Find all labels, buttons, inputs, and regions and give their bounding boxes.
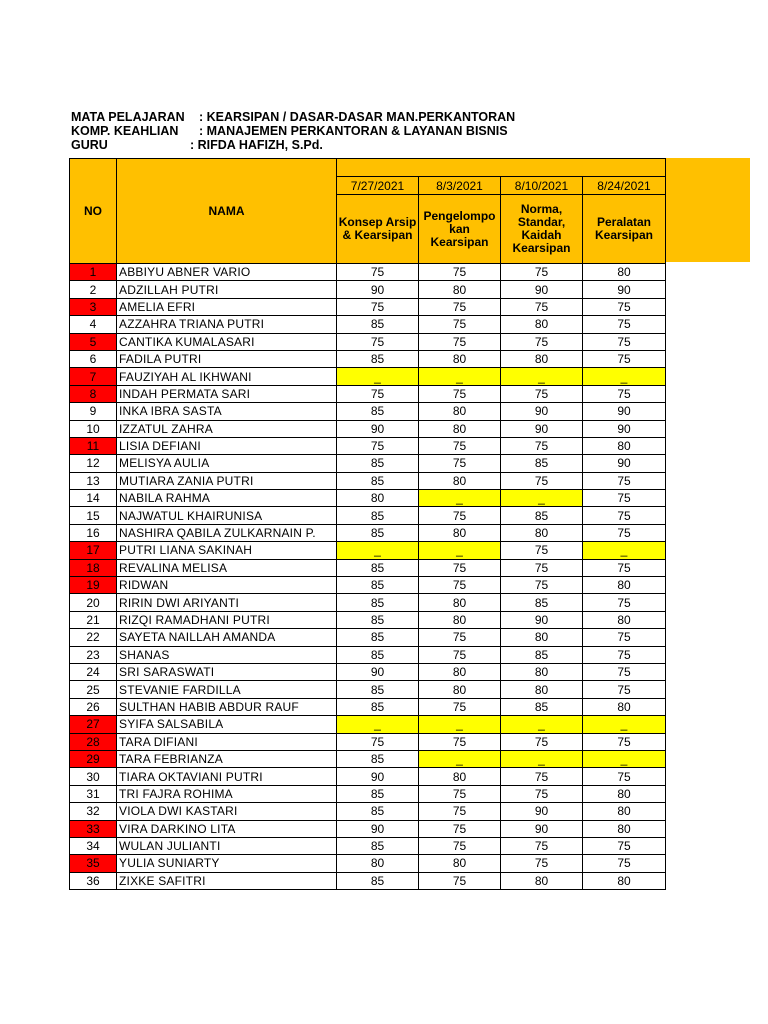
table-row[interactable] — [70, 264, 666, 281]
score-cell[interactable]: 75 — [419, 507, 501, 524]
header-komp-keahlian — [71, 124, 508, 138]
score-cell[interactable]: 75 — [501, 385, 583, 402]
score-cell[interactable]: 75 — [419, 803, 501, 820]
score-cell[interactable]: 90 — [337, 663, 419, 680]
table-row[interactable] — [70, 768, 666, 785]
score-cell[interactable]: 80 — [583, 872, 666, 889]
score-cell[interactable]: 75 — [419, 629, 501, 646]
score-cell[interactable]: 75 — [419, 333, 501, 350]
guru-label: GURU — [71, 138, 108, 152]
score-cell[interactable]: 80 — [501, 872, 583, 889]
student-no: 19 — [70, 577, 117, 594]
score-cell[interactable]: 90 — [583, 403, 666, 420]
student-name: SAYETA NAILLAH AMANDA — [117, 629, 337, 646]
score-cell[interactable]: 80 — [501, 316, 583, 333]
score-cell[interactable]: 75 — [501, 542, 583, 559]
score-cell[interactable]: 85 — [337, 559, 419, 576]
score-cell[interactable]: 75 — [419, 785, 501, 802]
student-no: 32 — [70, 803, 117, 820]
student-no: 15 — [70, 507, 117, 524]
score-cell[interactable]: 75 — [583, 385, 666, 402]
score-cell[interactable]: 75 — [337, 298, 419, 315]
student-no: 5 — [70, 333, 117, 350]
score-cell[interactable]: 90 — [501, 820, 583, 837]
table-row[interactable] — [70, 837, 666, 854]
student-name: AMELIA EFRI — [117, 298, 337, 315]
score-cell[interactable]: 85 — [337, 455, 419, 472]
score-cell[interactable]: 90 — [501, 803, 583, 820]
student-no: 1 — [70, 264, 117, 281]
score-cell[interactable]: _ — [337, 368, 419, 385]
student-no: 11 — [70, 437, 117, 454]
score-cell[interactable]: 80 — [583, 803, 666, 820]
komp-value: : MANAJEMEN PERKANTORAN & LAYANAN BISNIS — [199, 124, 508, 138]
table-row[interactable] — [70, 646, 666, 663]
student-name: SYIFA SALSABILA — [117, 716, 337, 733]
student-name: YULIA SUNIARTY — [117, 855, 337, 872]
score-cell[interactable]: 90 — [501, 420, 583, 437]
score-cell[interactable]: 75 — [501, 577, 583, 594]
table-row[interactable] — [70, 524, 666, 541]
student-no: 21 — [70, 611, 117, 628]
score-cell[interactable]: 75 — [419, 820, 501, 837]
col-topic-4: Peralatan Kearsipan — [583, 195, 666, 264]
score-cell[interactable]: 80 — [419, 403, 501, 420]
student-no: 29 — [70, 750, 117, 767]
student-name: SHANAS — [117, 646, 337, 663]
table-row[interactable] — [70, 350, 666, 367]
score-cell[interactable]: 80 — [337, 855, 419, 872]
mata-pelajaran-label: MATA PELAJARAN — [71, 110, 185, 124]
student-no: 27 — [70, 716, 117, 733]
score-cell[interactable]: 85 — [337, 611, 419, 628]
score-cell[interactable]: 75 — [583, 837, 666, 854]
score-cell[interactable]: 85 — [337, 524, 419, 541]
score-cell[interactable]: 80 — [419, 855, 501, 872]
score-cell[interactable]: 75 — [583, 524, 666, 541]
score-cell[interactable]: 75 — [583, 646, 666, 663]
score-cell[interactable]: 80 — [583, 577, 666, 594]
score-cell[interactable]: _ — [583, 542, 666, 559]
student-name: ABBIYU ABNER VARIO — [117, 264, 337, 281]
student-name: SULTHAN HABIB ABDUR RAUF — [117, 698, 337, 715]
student-name: RIRIN DWI ARIYANTI — [117, 594, 337, 611]
score-cell[interactable]: 75 — [501, 437, 583, 454]
student-no: 36 — [70, 872, 117, 889]
student-no: 30 — [70, 768, 117, 785]
score-cell[interactable]: 85 — [337, 403, 419, 420]
score-cell[interactable]: 80 — [419, 281, 501, 298]
score-cell[interactable]: 75 — [419, 437, 501, 454]
score-cell[interactable]: 75 — [583, 733, 666, 750]
student-name: RIZQI RAMADHANI PUTRI — [117, 611, 337, 628]
student-name: TIARA OKTAVIANI PUTRI — [117, 768, 337, 785]
table-row[interactable] — [70, 437, 666, 454]
score-cell[interactable]: 75 — [501, 559, 583, 576]
student-rows — [70, 264, 666, 890]
score-cell[interactable]: 85 — [337, 803, 419, 820]
score-cell[interactable]: 90 — [337, 768, 419, 785]
student-name: MELISYA AULIA — [117, 455, 337, 472]
score-cell[interactable]: 75 — [337, 385, 419, 402]
score-cell[interactable]: 75 — [583, 472, 666, 489]
score-cell[interactable]: 80 — [501, 681, 583, 698]
score-cell[interactable]: 75 — [501, 837, 583, 854]
student-no: 13 — [70, 472, 117, 489]
col-topic-1: Konsep Arsip & Kearsipan — [337, 195, 419, 264]
table-row[interactable] — [70, 611, 666, 628]
student-name: STEVANIE FARDILLA — [117, 681, 337, 698]
table-row[interactable] — [70, 577, 666, 594]
table-row[interactable] — [70, 333, 666, 350]
score-cell[interactable]: 80 — [583, 785, 666, 802]
score-cell[interactable]: 85 — [337, 472, 419, 489]
score-cell[interactable]: 75 — [419, 577, 501, 594]
student-no: 4 — [70, 316, 117, 333]
table-row[interactable] — [70, 403, 666, 420]
student-no: 12 — [70, 455, 117, 472]
grade-table — [69, 158, 666, 890]
score-cell[interactable]: 75 — [501, 298, 583, 315]
table-row[interactable] — [70, 472, 666, 489]
score-cell[interactable]: _ — [419, 368, 501, 385]
mata-pelajaran-value: : KEARSIPAN / DASAR-DASAR MAN.PERKANTORAN — [199, 110, 516, 124]
score-cell[interactable]: 75 — [419, 646, 501, 663]
col-header-no: NO — [70, 159, 117, 264]
student-no: 8 — [70, 385, 117, 402]
header-mata-pelajaran — [71, 110, 515, 124]
student-name: WULAN JULIANTI — [117, 837, 337, 854]
table-row[interactable] — [70, 385, 666, 402]
score-cell[interactable]: 75 — [419, 733, 501, 750]
student-no: 17 — [70, 542, 117, 559]
score-cell[interactable]: 80 — [419, 420, 501, 437]
student-no: 25 — [70, 681, 117, 698]
table-row[interactable] — [70, 316, 666, 333]
col-date-2: 8/3/2021 — [419, 177, 501, 195]
score-cell[interactable]: 85 — [501, 507, 583, 524]
student-no: 24 — [70, 663, 117, 680]
score-cell[interactable]: 85 — [337, 629, 419, 646]
student-name: TARA FEBRIANZA — [117, 750, 337, 767]
student-name: FADILA PUTRI — [117, 350, 337, 367]
score-cell[interactable]: 75 — [419, 298, 501, 315]
score-cell[interactable]: _ — [501, 368, 583, 385]
score-cell[interactable]: 75 — [419, 455, 501, 472]
score-cell[interactable]: _ — [337, 542, 419, 559]
student-no: 6 — [70, 350, 117, 367]
student-name: TRI FAJRA ROHIMA — [117, 785, 337, 802]
score-cell[interactable]: 80 — [583, 611, 666, 628]
table-row[interactable] — [70, 298, 666, 315]
table-row[interactable] — [70, 594, 666, 611]
score-cell[interactable]: 75 — [583, 681, 666, 698]
score-cell[interactable]: 75 — [419, 264, 501, 281]
score-cell[interactable]: 80 — [419, 611, 501, 628]
score-cell[interactable]: 80 — [419, 768, 501, 785]
score-cell[interactable]: 75 — [419, 559, 501, 576]
table-row[interactable] — [70, 368, 666, 385]
score-cell[interactable]: _ — [419, 490, 501, 507]
score-cell[interactable]: 80 — [419, 350, 501, 367]
score-cell[interactable]: 85 — [501, 646, 583, 663]
student-name: NASHIRA QABILA ZULKARNAIN P. — [117, 524, 337, 541]
score-cell[interactable]: 75 — [501, 333, 583, 350]
student-no: 9 — [70, 403, 117, 420]
table-row[interactable] — [70, 698, 666, 715]
score-cell[interactable]: _ — [583, 716, 666, 733]
score-cell[interactable]: 80 — [501, 350, 583, 367]
score-cell[interactable]: 80 — [583, 264, 666, 281]
student-name: NAJWATUL KHAIRUNISA — [117, 507, 337, 524]
orange-fill-block — [665, 158, 750, 262]
score-cell[interactable]: 75 — [583, 350, 666, 367]
score-cell[interactable]: 75 — [501, 472, 583, 489]
score-cell[interactable]: 85 — [501, 594, 583, 611]
score-cell[interactable]: 85 — [337, 698, 419, 715]
score-cell[interactable]: _ — [419, 542, 501, 559]
score-cell[interactable]: 85 — [337, 785, 419, 802]
table-row[interactable] — [70, 681, 666, 698]
guru-value: : RIFDA HAFIZH, S.Pd. — [190, 138, 323, 152]
student-no: 22 — [70, 629, 117, 646]
student-name: MUTIARA ZANIA PUTRI — [117, 472, 337, 489]
table-row[interactable] — [70, 663, 666, 680]
score-cell[interactable]: 75 — [583, 594, 666, 611]
score-cell[interactable]: 75 — [583, 316, 666, 333]
score-cell[interactable]: 80 — [501, 663, 583, 680]
score-cell[interactable]: 75 — [337, 333, 419, 350]
score-cell[interactable]: 80 — [419, 594, 501, 611]
score-cell[interactable]: 80 — [419, 524, 501, 541]
score-cell[interactable]: 85 — [337, 750, 419, 767]
student-name: IZZATUL ZAHRA — [117, 420, 337, 437]
student-name: REVALINA MELISA — [117, 559, 337, 576]
score-cell[interactable]: 90 — [501, 403, 583, 420]
student-no: 2 — [70, 281, 117, 298]
score-cell[interactable]: 75 — [583, 629, 666, 646]
student-name: CANTIKA KUMALASARI — [117, 333, 337, 350]
score-cell[interactable]: 85 — [337, 646, 419, 663]
header-top-band — [337, 159, 666, 177]
score-cell[interactable]: 85 — [337, 316, 419, 333]
student-name: VIOLA DWI KASTARI — [117, 803, 337, 820]
score-cell[interactable]: 80 — [501, 629, 583, 646]
student-name: NABILA RAHMA — [117, 490, 337, 507]
score-cell[interactable]: _ — [419, 716, 501, 733]
table-row[interactable] — [70, 559, 666, 576]
table-row[interactable] — [70, 629, 666, 646]
col-topic-3: Norma, Standar, Kaidah Kearsipan — [501, 195, 583, 264]
student-no: 26 — [70, 698, 117, 715]
score-cell[interactable]: 80 — [583, 437, 666, 454]
student-no: 34 — [70, 837, 117, 854]
score-cell[interactable]: 85 — [337, 507, 419, 524]
student-no: 35 — [70, 855, 117, 872]
student-name: FAUZIYAH AL IKHWANI — [117, 368, 337, 385]
student-no: 10 — [70, 420, 117, 437]
score-cell[interactable]: _ — [501, 716, 583, 733]
score-cell[interactable]: 90 — [337, 820, 419, 837]
score-cell[interactable]: 85 — [501, 455, 583, 472]
score-cell[interactable]: _ — [583, 368, 666, 385]
score-cell[interactable]: _ — [419, 750, 501, 767]
score-cell[interactable]: 75 — [337, 264, 419, 281]
table-row[interactable] — [70, 872, 666, 889]
score-cell[interactable]: 85 — [337, 350, 419, 367]
komp-label: KOMP. KEAHLIAN — [71, 124, 179, 138]
col-header-nama: NAMA — [117, 159, 337, 264]
score-cell[interactable]: 75 — [501, 785, 583, 802]
student-name: TARA DIFIANI — [117, 733, 337, 750]
table-row[interactable] — [70, 785, 666, 802]
score-cell[interactable]: 80 — [583, 820, 666, 837]
score-cell[interactable]: 75 — [501, 733, 583, 750]
student-name: SRI SARASWATI — [117, 663, 337, 680]
table-row[interactable] — [70, 420, 666, 437]
table-row[interactable] — [70, 455, 666, 472]
student-name: INKA IBRA SASTA — [117, 403, 337, 420]
table-row[interactable] — [70, 750, 666, 767]
score-cell[interactable]: 90 — [501, 281, 583, 298]
score-cell[interactable]: 90 — [583, 281, 666, 298]
score-cell[interactable]: 75 — [583, 663, 666, 680]
score-cell[interactable]: 80 — [501, 524, 583, 541]
score-cell[interactable]: 90 — [337, 281, 419, 298]
student-no: 31 — [70, 785, 117, 802]
score-cell[interactable]: 85 — [337, 594, 419, 611]
score-cell[interactable]: _ — [337, 716, 419, 733]
student-no: 28 — [70, 733, 117, 750]
student-no: 20 — [70, 594, 117, 611]
table-row[interactable] — [70, 803, 666, 820]
col-topic-2: Pengelompo kan Kearsipan — [419, 195, 501, 264]
score-cell[interactable]: 80 — [419, 472, 501, 489]
student-name: PUTRI LIANA SAKINAH — [117, 542, 337, 559]
table-row[interactable] — [70, 507, 666, 524]
col-date-1: 7/27/2021 — [337, 177, 419, 195]
score-cell[interactable]: 80 — [419, 663, 501, 680]
student-name: ADZILLAH PUTRI — [117, 281, 337, 298]
score-cell[interactable]: _ — [501, 750, 583, 767]
score-cell[interactable]: 75 — [419, 698, 501, 715]
student-name: AZZAHRA TRIANA PUTRI — [117, 316, 337, 333]
table-row[interactable] — [70, 820, 666, 837]
score-cell[interactable]: 85 — [337, 681, 419, 698]
score-cell[interactable]: 75 — [419, 316, 501, 333]
score-cell[interactable]: 75 — [419, 385, 501, 402]
score-cell[interactable]: _ — [501, 490, 583, 507]
score-cell[interactable]: 75 — [583, 855, 666, 872]
score-cell[interactable]: 75 — [583, 490, 666, 507]
table-row[interactable] — [70, 542, 666, 559]
student-name: RIDWAN — [117, 577, 337, 594]
score-cell[interactable]: 75 — [583, 559, 666, 576]
student-no: 23 — [70, 646, 117, 663]
score-cell[interactable]: 80 — [337, 490, 419, 507]
col-date-3: 8/10/2021 — [501, 177, 583, 195]
score-cell[interactable]: 80 — [419, 681, 501, 698]
score-cell[interactable]: 90 — [583, 420, 666, 437]
score-cell[interactable]: 85 — [337, 872, 419, 889]
score-cell[interactable]: 90 — [501, 611, 583, 628]
score-cell[interactable]: 75 — [583, 507, 666, 524]
student-no: 16 — [70, 524, 117, 541]
header-guru — [71, 138, 323, 152]
student-name: VIRA DARKINO LITA — [117, 820, 337, 837]
score-cell[interactable]: 75 — [337, 437, 419, 454]
score-cell[interactable]: 75 — [583, 768, 666, 785]
score-cell[interactable]: 75 — [419, 872, 501, 889]
score-cell[interactable]: 75 — [501, 264, 583, 281]
student-no: 3 — [70, 298, 117, 315]
student-no: 33 — [70, 820, 117, 837]
table-row[interactable] — [70, 281, 666, 298]
score-cell[interactable]: 80 — [583, 698, 666, 715]
student-name: ZIXKE SAFITRI — [117, 872, 337, 889]
table-row[interactable] — [70, 733, 666, 750]
score-cell[interactable]: 75 — [419, 837, 501, 854]
student-no: 7 — [70, 368, 117, 385]
score-cell[interactable]: 85 — [337, 837, 419, 854]
score-cell[interactable]: 90 — [337, 420, 419, 437]
score-cell[interactable]: 75 — [583, 333, 666, 350]
score-cell[interactable]: 85 — [337, 577, 419, 594]
student-no: 14 — [70, 490, 117, 507]
table-row[interactable] — [70, 490, 666, 507]
score-cell[interactable]: _ — [583, 750, 666, 767]
score-cell[interactable]: 75 — [583, 298, 666, 315]
table-row[interactable] — [70, 855, 666, 872]
score-cell[interactable]: 75 — [501, 768, 583, 785]
student-no: 18 — [70, 559, 117, 576]
student-name: LISIA DEFIANI — [117, 437, 337, 454]
score-cell[interactable]: 75 — [501, 855, 583, 872]
table-row[interactable] — [70, 716, 666, 733]
col-date-4: 8/24/2021 — [583, 177, 666, 195]
score-cell[interactable]: 85 — [501, 698, 583, 715]
score-cell[interactable]: 75 — [337, 733, 419, 750]
student-name: INDAH PERMATA SARI — [117, 385, 337, 402]
score-cell[interactable]: 90 — [583, 455, 666, 472]
